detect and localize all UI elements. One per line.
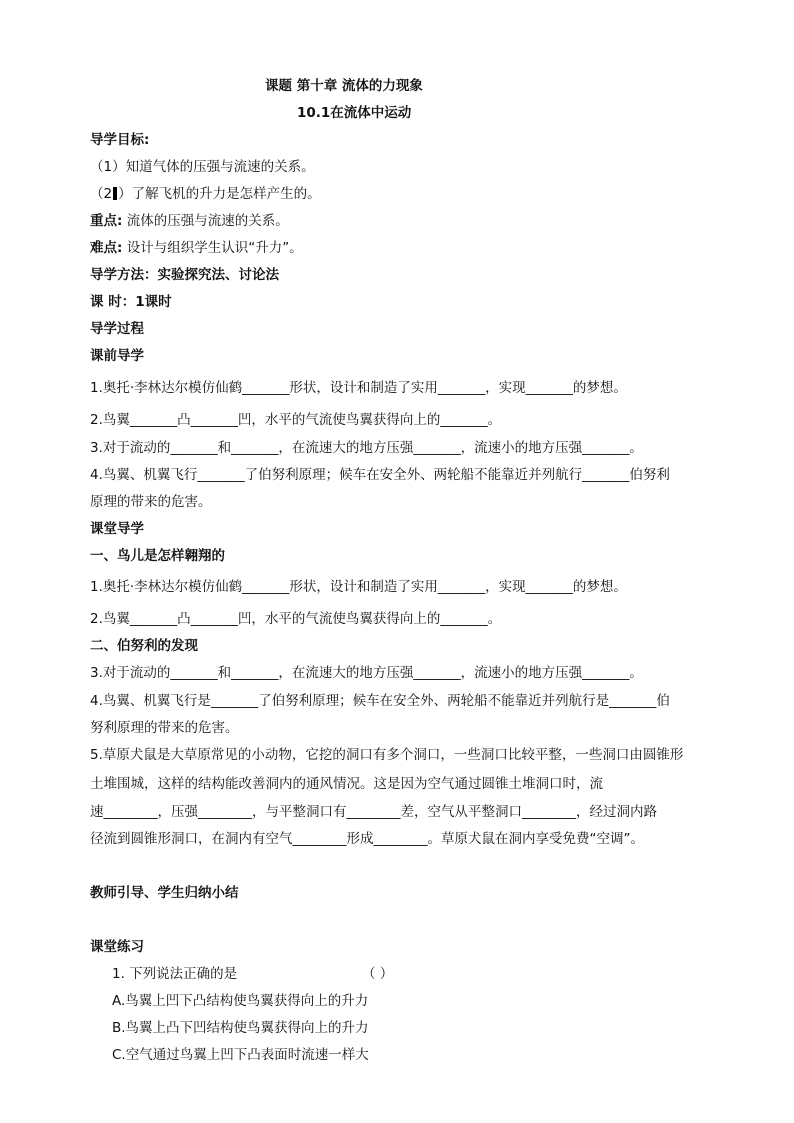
practice-q1: 1. 下列说法正确的是 bbox=[112, 966, 238, 982]
section-2-heading: 二、伯努利的发现 bbox=[90, 638, 198, 654]
in-class-q3: 3.对于流动的_______和_______，在流速大的地方压强_______，流速小的地方压强_______。 bbox=[90, 665, 643, 681]
in-class-q5-line3: 速________，压强________，与平整洞口有________差，空气从平整洞口________，经过洞内路 bbox=[90, 804, 657, 820]
practice-heading: 课堂练习 bbox=[90, 939, 144, 955]
pre-class-q2: 2.鸟翼_______凸_______凹，水平的气流使鸟翼获得向上的_______。 bbox=[90, 412, 502, 428]
lesson-title: 课题 第十章 流体的力现象 bbox=[265, 78, 423, 94]
key-point-text: 流体的压强与流速的关系。 bbox=[122, 213, 289, 229]
pre-class-heading: 课前导学 bbox=[90, 348, 144, 364]
practice-option-b: B.鸟翼上凸下凹结构使鸟翼获得向上的升力 bbox=[112, 1020, 369, 1036]
method: 导学方法：实验探究法、讨论法 bbox=[90, 267, 279, 283]
practice-option-c: C.空气通过鸟翼上凹下凸表面时流速一样大 bbox=[112, 1047, 369, 1063]
practice-option-a: A.鸟翼上凹下凸结构使鸟翼获得向上的升力 bbox=[112, 993, 369, 1009]
difficulty-text: 设计与组织学生认识“升力”。 bbox=[122, 240, 303, 256]
objective-2-text: ）了解飞机的升力是怎样产生的。 bbox=[118, 186, 321, 202]
lesson-subtitle: 10.1在流体中运动 bbox=[297, 105, 412, 121]
key-point bbox=[90, 211, 289, 231]
in-class-q4-line1: 4.鸟翼、机翼飞行是_______了伯努利原理；候车在安全外、两轮船不能靠近并列航行是_______伯 bbox=[90, 693, 670, 709]
key-point-label: 重点: bbox=[90, 213, 123, 229]
objective-1: （1）知道气体的压强与流速的关系。 bbox=[90, 159, 315, 175]
difficulty bbox=[90, 238, 303, 258]
pre-class-q4-line2: 原理的带来的危害。 bbox=[90, 494, 212, 510]
practice-q1-answer-paren: （ ） bbox=[362, 966, 394, 982]
in-class-q5-line2: 土堆围城，这样的结构能改善洞内的通风情况。这是因为空气通过圆锥土堆洞口时，流 bbox=[90, 776, 603, 792]
in-class-q2: 2.鸟翼_______凸_______凹，水平的气流使鸟翼获得向上的_______。 bbox=[90, 611, 502, 627]
pre-class-q4-line1: 4.鸟翼、机翼飞行_______了伯努利原理；候车在安全外、两轮船不能靠近并列航行_______伯努利 bbox=[90, 467, 670, 483]
pre-class-q1: 1.奥托·李林达尔模仿仙鹤_______形状，设计和制造了实用_______，实现_______的梦想。 bbox=[90, 380, 627, 396]
in-class-heading: 课堂导学 bbox=[90, 521, 144, 537]
difficulty-label: 难点: bbox=[90, 240, 123, 256]
in-class-q1: 1.奥托·李林达尔模仿仙鹤_______形状，设计和制造了实用_______，实现_______的梦想。 bbox=[90, 579, 627, 595]
section-1-heading: 一、鸟儿是怎样翱翔的 bbox=[90, 548, 225, 564]
in-class-q5-line4: 径流到圆锥形洞口，在洞内有空气________形成________。草原犬鼠在洞内享受免费“空调”。 bbox=[90, 831, 644, 847]
objective-2 bbox=[90, 184, 321, 204]
pre-class-q3: 3.对于流动的_______和_______，在流速大的地方压强_______，流速小的地方压强_______。 bbox=[90, 440, 643, 456]
class-hours: 课 时：1课时 bbox=[90, 294, 172, 310]
objective-2-prefix: （2 bbox=[90, 186, 113, 202]
summary-heading: 教师引导、学生归纳小结 bbox=[90, 885, 239, 901]
process-heading: 导学过程 bbox=[90, 321, 144, 337]
in-class-q4-line2: 努利原理的带来的危害。 bbox=[90, 720, 239, 736]
text-cursor-mark bbox=[113, 187, 117, 200]
objectives-heading: 导学目标: bbox=[90, 132, 150, 148]
in-class-q5-line1: 5.草原犬鼠是大草原常见的小动物，它挖的洞口有多个洞口，一些洞口比较平整，一些洞口由圆锥形 bbox=[90, 747, 684, 763]
